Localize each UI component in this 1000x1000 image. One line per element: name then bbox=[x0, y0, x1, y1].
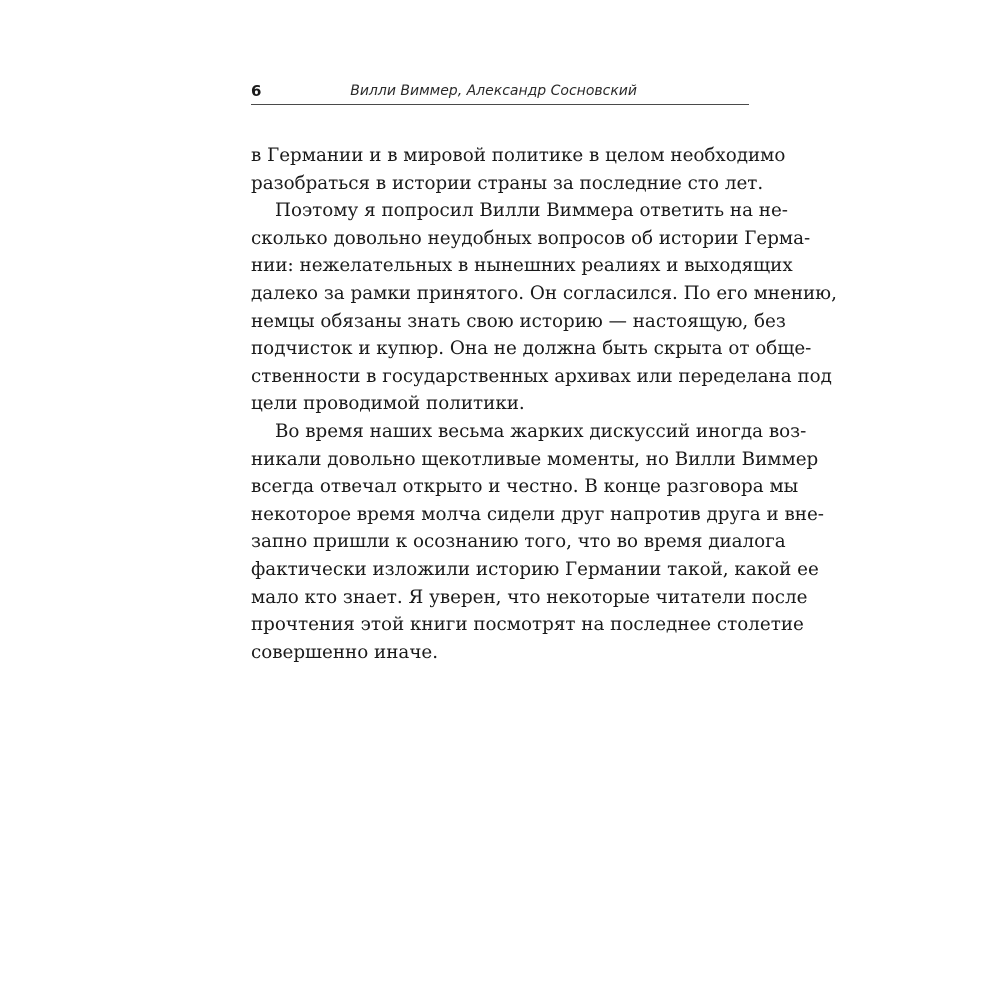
text-line: сколько довольно неудобных вопросов об истории Герма- bbox=[251, 227, 811, 249]
text-line: некоторое время молча сидели друг напротив друга и вне- bbox=[251, 503, 824, 525]
body-text bbox=[251, 142, 837, 666]
text-line: в Германии и в мировой политике в целом необходимо bbox=[251, 145, 786, 166]
text-line: разобраться в истории страны за последние сто лет. bbox=[251, 172, 764, 194]
text-line: запно пришли к осознанию того, что во время диалога bbox=[251, 531, 786, 553]
text-line: Во время наших весьма жарких дискуссий иногда воз- bbox=[275, 420, 807, 442]
text-line: всегда отвечал открыто и честно. В конце разговора мы bbox=[251, 476, 799, 498]
text-line: подчисток и купюр. Она не должна быть скрыта от обще- bbox=[251, 338, 812, 360]
text-line: далеко за рамки принятого. Он согласился. По его мнению, bbox=[251, 282, 837, 304]
text-line: никали довольно щекотливые моменты, но Вилли Виммер bbox=[251, 448, 819, 470]
running-header bbox=[251, 80, 749, 105]
text-line: прочтения этой книги посмотрят на последнее столетие bbox=[251, 614, 804, 636]
text-line: нии: нежелательных в нынешних реалиях и выходящих bbox=[251, 255, 793, 277]
header-authors: Вилли Виммер, Александр Сосновский bbox=[350, 83, 637, 99]
page-number: 6 bbox=[251, 82, 262, 100]
text-line: совершенно иначе. bbox=[251, 641, 439, 663]
text-line: фактически изложили историю Германии такой, какой ее bbox=[251, 558, 819, 580]
text-line: мало кто знает. Я уверен, что некоторые читатели после bbox=[251, 586, 808, 608]
text-line: немцы обязаны знать свою историю — настоящую, без bbox=[251, 310, 786, 332]
text-line: ственности в государственных архивах или переделана под bbox=[251, 365, 832, 387]
text-line: Поэтому я попросил Вилли Виммера ответить на не- bbox=[275, 200, 788, 222]
text-line: цели проводимой политики. bbox=[251, 393, 525, 415]
